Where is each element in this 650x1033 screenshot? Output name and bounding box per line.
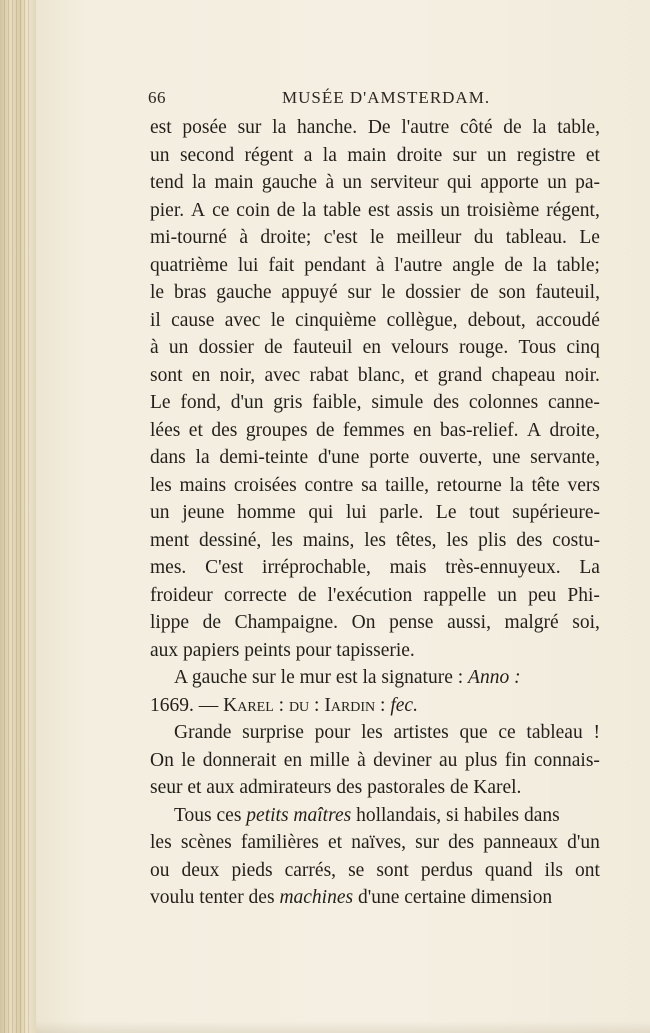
word: un	[342, 172, 362, 193]
word: se	[348, 859, 365, 881]
word: Le	[435, 502, 457, 523]
text-line	[150, 472, 600, 500]
text-line-content: Tous ces	[174, 804, 242, 826]
word: fauteuil	[292, 337, 353, 358]
word: pour	[314, 722, 351, 743]
word: serviteur	[370, 172, 439, 193]
word: au	[439, 749, 458, 771]
word: a	[303, 144, 313, 166]
word: qui	[447, 172, 472, 193]
text-line	[150, 334, 600, 362]
signature-du: du	[288, 694, 310, 716]
word: grand	[437, 364, 483, 386]
word: Tous	[518, 337, 557, 358]
word: sur	[347, 282, 372, 303]
word: jeune	[182, 502, 225, 523]
word: très-ennuyeux.	[445, 557, 561, 578]
word: noir.	[564, 364, 600, 386]
word: plus	[464, 749, 498, 771]
word: homme	[237, 502, 296, 523]
word: artistes	[393, 722, 449, 743]
word: groupes	[245, 419, 308, 441]
word: avec	[264, 364, 301, 386]
word: les	[446, 529, 469, 551]
word: table	[323, 199, 362, 221]
word: main	[214, 172, 254, 193]
text-line	[150, 279, 600, 307]
word: pier.	[150, 199, 185, 221]
word: à	[150, 337, 159, 358]
word: et	[585, 144, 600, 166]
word: une	[492, 447, 521, 468]
text-line-content	[150, 279, 600, 307]
word: hanche.	[297, 117, 358, 138]
word: correcte	[223, 584, 287, 606]
word: rappelle	[423, 584, 487, 606]
word: surprise	[242, 722, 304, 743]
word: la	[191, 172, 207, 193]
word: les	[361, 722, 383, 743]
word: les	[364, 529, 386, 551]
word: familières	[240, 832, 319, 853]
word: des	[433, 392, 460, 413]
word: naïves,	[351, 832, 406, 853]
word: un	[168, 337, 189, 358]
word: ce	[498, 722, 516, 743]
word: coin	[236, 199, 270, 221]
text-line	[150, 582, 600, 610]
word: de	[276, 199, 296, 221]
word: lippe	[150, 612, 189, 633]
text-line	[150, 637, 600, 665]
word: du	[473, 227, 494, 248]
word: mais	[389, 557, 427, 578]
text-line	[150, 829, 600, 857]
word: la	[322, 144, 337, 166]
text-line	[150, 417, 600, 445]
text-line-content	[150, 362, 600, 390]
word: est	[150, 117, 172, 138]
text-line-content	[150, 857, 600, 885]
word: de	[316, 419, 335, 441]
word: mi-tourné	[150, 227, 227, 248]
text-line-content: d'une certaine dimension	[357, 887, 553, 908]
word: d'un	[567, 832, 600, 853]
word: simule	[371, 392, 424, 413]
word: fin	[504, 749, 527, 771]
word: plis	[478, 529, 507, 551]
word: droite;	[260, 227, 312, 248]
word: de	[264, 337, 283, 358]
word: dossier	[405, 282, 461, 303]
word: aussi,	[447, 612, 491, 633]
word: appuyé	[281, 282, 338, 303]
word: vers	[567, 474, 600, 496]
word: pieds	[231, 859, 273, 881]
word: velours	[391, 337, 449, 358]
word: supérieure-	[512, 502, 600, 523]
text-line-content	[150, 114, 600, 142]
word: malgré	[504, 612, 559, 633]
word: le	[181, 749, 196, 771]
text-line-content	[150, 554, 600, 582]
word: Grande	[174, 722, 232, 743]
text-italic: machines	[279, 887, 354, 908]
word: fauteuil,	[535, 282, 600, 303]
word: en	[283, 749, 303, 771]
text-line	[150, 499, 600, 527]
word: c'est	[323, 227, 358, 248]
page-edges	[4, 0, 30, 1033]
word: tout	[469, 502, 500, 523]
word: peu	[528, 584, 557, 606]
word: retourne	[436, 474, 502, 496]
text-line	[150, 114, 600, 142]
word: demi-teinte	[219, 447, 309, 468]
word: les	[150, 474, 172, 496]
word: Le	[579, 227, 600, 248]
word: l'exécution	[327, 584, 413, 606]
word: scènes	[180, 832, 232, 853]
text-line	[150, 362, 600, 390]
word: le	[150, 282, 165, 303]
word: A	[526, 419, 542, 441]
word: De	[367, 117, 391, 138]
signature-anno: Anno :	[468, 667, 521, 688]
word: servante,	[530, 447, 600, 468]
word: panneaux	[483, 832, 558, 853]
signature-fec: fec.	[390, 694, 418, 716]
text-line-content: seur et aux admirateurs des pastorales de Karel.	[150, 777, 522, 798]
text-line	[150, 252, 600, 280]
word: son	[498, 282, 526, 303]
text-line	[150, 802, 600, 830]
word: soi,	[572, 612, 600, 633]
text-line-content	[150, 307, 600, 335]
word: têtes,	[395, 529, 437, 551]
word: et	[414, 364, 429, 386]
word: Le	[150, 392, 171, 413]
word: apporte	[480, 172, 539, 193]
word: lées	[150, 419, 181, 441]
word: un	[440, 199, 460, 221]
text-line-content	[150, 499, 600, 527]
word: rouge.	[458, 337, 509, 358]
word: dans	[150, 447, 186, 468]
word: avec	[224, 309, 261, 331]
word: dessiné,	[198, 529, 262, 551]
text-line	[150, 747, 600, 775]
word: un	[497, 584, 517, 606]
word: donnerait	[202, 749, 277, 771]
word: costu-	[552, 529, 600, 551]
word: taille,	[385, 474, 429, 496]
word: tableau.	[505, 227, 567, 248]
word: et	[328, 832, 343, 853]
text-line	[150, 527, 600, 555]
word: un	[150, 144, 170, 166]
word: l'autre	[401, 117, 450, 138]
word: il	[150, 309, 161, 331]
word: à	[325, 172, 335, 193]
text-line	[150, 197, 600, 225]
word: lui	[237, 254, 259, 276]
signature-sep: :	[380, 694, 386, 716]
word: quatrième	[150, 254, 228, 276]
word: sa	[361, 474, 378, 496]
word: carrés,	[284, 859, 337, 881]
word: le	[369, 227, 385, 248]
text-line-content: hollandais, si habiles dans	[356, 804, 560, 826]
word: pa-	[575, 172, 600, 193]
word: porte	[369, 447, 410, 468]
word: parle.	[379, 502, 424, 523]
word: la	[532, 117, 547, 138]
word: mains	[179, 474, 227, 496]
word: à	[239, 227, 248, 248]
text-line-content	[150, 334, 600, 362]
word: canne-	[547, 392, 600, 413]
word: quand	[484, 859, 533, 881]
word: droite	[396, 144, 443, 166]
word: fond,	[180, 392, 221, 413]
word: assis	[396, 199, 434, 221]
word: et	[188, 419, 203, 441]
word: connais-	[533, 749, 600, 771]
signature-line-1	[150, 664, 600, 692]
word: accoudé	[536, 309, 600, 331]
word: table;	[556, 254, 600, 276]
word: un	[486, 144, 507, 166]
text-line	[150, 884, 600, 912]
text-line	[150, 307, 600, 335]
body-text	[150, 114, 600, 912]
text-line-content	[150, 472, 600, 500]
word: C'est	[205, 557, 244, 578]
text-line-content	[150, 252, 600, 280]
word: rabat	[309, 364, 349, 386]
word: mes.	[150, 557, 187, 578]
word: à	[357, 749, 366, 771]
running-head	[148, 88, 598, 112]
word: de	[297, 584, 317, 606]
text-line	[150, 554, 600, 582]
word: perdus	[420, 859, 473, 881]
word: fait	[268, 254, 295, 276]
word: contre	[304, 474, 354, 496]
text-line-content	[150, 142, 600, 170]
text-line-content: aux papiers peints pour tapisserie.	[150, 639, 415, 661]
word: dossier	[198, 337, 254, 358]
text-line-content	[150, 527, 600, 555]
word: le	[381, 282, 396, 303]
word: pense	[389, 612, 434, 633]
text-line	[150, 224, 600, 252]
word: ils	[544, 859, 563, 881]
word: debout,	[467, 309, 526, 331]
text-line-content	[150, 829, 600, 857]
word: meilleur	[396, 227, 462, 248]
word: en	[191, 364, 211, 386]
word: de	[202, 612, 221, 633]
page-shadow	[36, 1021, 650, 1033]
word: femmes	[342, 419, 405, 441]
text-line-content	[150, 417, 600, 445]
word: régent,	[546, 199, 600, 221]
word: tête	[531, 474, 560, 496]
word: d'une	[317, 447, 360, 468]
word: bas-relief.	[439, 419, 519, 441]
word: côté	[460, 117, 493, 138]
word: la	[195, 447, 210, 468]
word: irréprochable,	[262, 557, 371, 578]
word: ce	[212, 199, 230, 221]
word: On	[150, 749, 174, 771]
word: la	[302, 199, 317, 221]
word: qui	[308, 502, 334, 523]
word: régent	[244, 144, 294, 166]
word: tableau	[526, 722, 583, 743]
word: sont	[150, 364, 183, 386]
word: un	[150, 502, 170, 523]
signature-iardin: Iardin	[324, 694, 376, 716]
word: second	[179, 144, 235, 166]
text-italic: petits maîtres	[246, 804, 352, 826]
word: la	[509, 474, 524, 496]
word: gauche	[261, 172, 318, 193]
word: On	[351, 612, 376, 633]
signature-sep: :	[278, 694, 285, 716]
word: gris	[273, 392, 303, 413]
word: chapeau	[491, 364, 556, 386]
text-line-content: voulu tenter des	[150, 887, 275, 908]
word: !	[593, 722, 600, 743]
page-number: 66	[148, 88, 166, 107]
word: Champaigne.	[234, 612, 339, 633]
text-line	[150, 444, 600, 472]
word: cinquième	[295, 309, 377, 331]
text-line-content	[150, 169, 600, 197]
text-line	[150, 857, 600, 885]
word: l'autre	[394, 254, 443, 276]
word: A	[191, 199, 206, 221]
text-line-content	[150, 197, 600, 225]
word: à	[375, 254, 385, 276]
running-title: MUSÉE D'AMSTERDAM.	[282, 88, 491, 107]
word: ouverte,	[419, 447, 483, 468]
word: main	[347, 144, 387, 166]
word: gauche	[216, 282, 272, 303]
word: bras	[173, 282, 207, 303]
text-line	[150, 169, 600, 197]
word: cause	[171, 309, 215, 331]
word: pendant	[304, 254, 366, 276]
word: des	[516, 529, 543, 551]
text-line	[150, 609, 600, 637]
word: ont	[575, 859, 600, 881]
word: est	[367, 199, 390, 221]
text-line	[150, 774, 600, 802]
word: Phi-	[567, 584, 600, 606]
word: blanc,	[357, 364, 405, 386]
word: ment	[150, 529, 189, 551]
word: la	[532, 254, 547, 276]
text-line-content	[150, 747, 600, 775]
text-line-content	[150, 389, 600, 417]
word: La	[579, 557, 600, 578]
word: droite,	[549, 419, 600, 441]
word: collègue,	[386, 309, 458, 331]
signature-year: 1669. —	[150, 694, 219, 716]
word: de	[470, 282, 489, 303]
word: les	[271, 529, 293, 551]
word: des	[211, 419, 238, 441]
word: la	[272, 117, 287, 138]
word: sur	[452, 144, 477, 166]
word: croisées	[233, 474, 297, 496]
word: mains,	[302, 529, 355, 551]
word: tend	[150, 172, 184, 193]
word: angle	[452, 254, 495, 276]
word: froideur	[150, 584, 213, 606]
word: posée	[182, 117, 227, 138]
word: de	[503, 117, 522, 138]
signature-intro: A gauche sur le mur est la signature :	[174, 667, 464, 688]
word: ou	[150, 859, 170, 881]
signature-sep: :	[314, 694, 320, 716]
word: lui	[346, 502, 367, 523]
word: colonnes	[468, 392, 539, 413]
signature-karel: Karel	[223, 694, 274, 716]
word: le	[270, 309, 285, 331]
word: noir,	[219, 364, 256, 386]
word: que	[459, 722, 488, 743]
word: un	[547, 172, 567, 193]
word: table,	[557, 117, 600, 138]
word: de	[504, 254, 523, 276]
text-line-content	[150, 444, 600, 472]
word: en	[413, 419, 432, 441]
text-line	[150, 389, 600, 417]
text-line-content	[150, 582, 600, 610]
signature-line-2	[150, 692, 600, 720]
word: les	[150, 832, 172, 853]
word: registre	[516, 144, 576, 166]
word: troisième	[466, 199, 540, 221]
text-line	[150, 142, 600, 170]
word: cinq	[566, 337, 600, 358]
text-line-content	[150, 609, 600, 637]
word: d'un	[230, 392, 264, 413]
word: en	[362, 337, 382, 358]
word: deux	[181, 859, 220, 881]
word: deviner	[373, 749, 432, 771]
word: sur	[237, 117, 262, 138]
text-line-content	[150, 224, 600, 252]
word: mille	[309, 749, 350, 771]
word: sont	[376, 859, 409, 881]
word: sur	[415, 832, 439, 853]
text-line	[150, 719, 600, 747]
word: faible,	[312, 392, 362, 413]
word: des	[448, 832, 475, 853]
text-line-content	[174, 719, 600, 747]
